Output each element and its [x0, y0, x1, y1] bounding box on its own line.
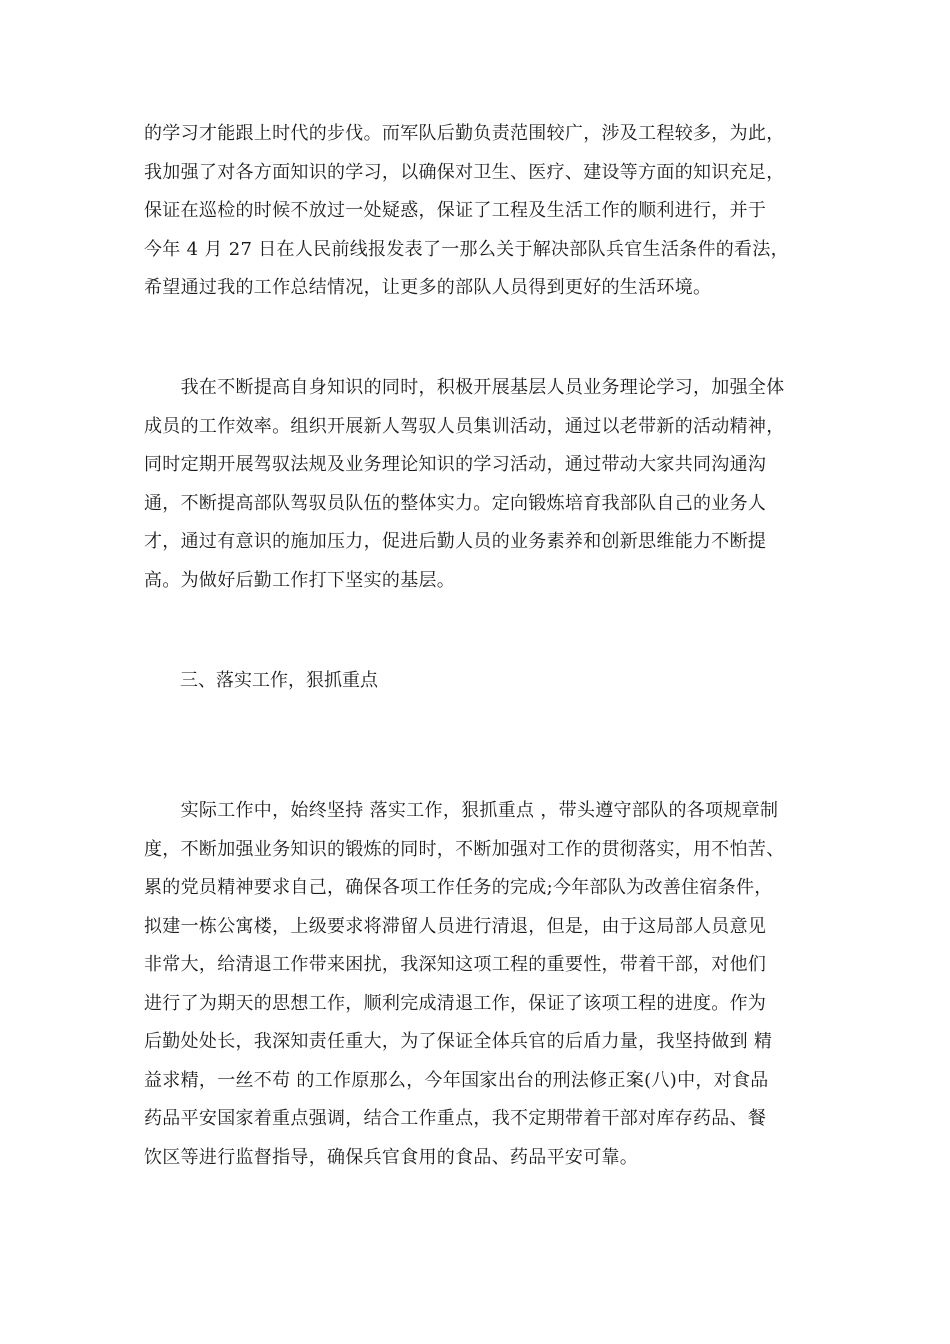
text-line: 非常大，给清退工作带来困扰，我深知这项工程的重要性，带着干部，对他们 [144, 954, 767, 975]
text-line: 后勤处处长，我深知责任重大，为了保证全体兵官的后盾力量，我坚持做到 精 [144, 1031, 773, 1052]
text-line: 度，不断加强业务知识的锻炼的同时，不断加强对工作的贯彻落实，用不怕苦、 [144, 838, 785, 860]
text-line: 实际工作中，始终坚持 落实工作，狠抓重点 ，带头遵守部队的各项规章制 [144, 800, 779, 821]
text-line: 才，通过有意识的施加压力，促进后勤人员的业务素养和创新思维能力不断提 [144, 531, 767, 552]
text-line: 饮区等进行监督指导，确保兵官食用的食品、药品平安可靠。 [144, 1146, 639, 1168]
text-line: 希望通过我的工作总结情况，让更多的部队人员得到更好的生活环境。 [144, 277, 712, 298]
paragraph-1 [144, 115, 814, 308]
text-line: 进行了为期天的思想工作，顺利完成清退工作，保证了该项工程的进度。作为 [144, 992, 767, 1014]
text-line: 药品平安国家着重点强调，结合工作重点，我不定期带着干部对库存药品、餐 [144, 1108, 767, 1129]
text-line: 我加强了对各方面知识的学习，以确保对卫生、医疗、建设等方面的知识充足， [144, 161, 785, 183]
text-line: 高。为做好后勤工作打下坚实的基层。 [144, 569, 456, 591]
text-line: 通，不断提高部队驾驭员队伍的整体实力。定向锻炼培育我部队自己的业务人 [144, 492, 767, 514]
text-line: 拟建一栋公寓楼，上级要求将滞留人员进行清退，但是，由于这局部人员意见 [144, 915, 767, 937]
section-heading: 三、落实工作，狠抓重点 [144, 670, 378, 691]
text-line: 益求精，一丝不苟 的工作原那么，今年国家出台的刑法修正案(八)中，对食品 [144, 1069, 769, 1091]
paragraph-2 [144, 369, 814, 600]
text-line: 我在不断提高自身知识的同时，积极开展基层人员业务理论学习，加强全体 [144, 377, 785, 398]
text-line: 的学习才能跟上时代的步伐。而军队后勤负责范围较广，涉及工程较多，为此， [144, 123, 785, 144]
text-line: 同时定期开展驾驭法规及业务理论知识的学习活动，通过带动大家共同沟通沟 [144, 454, 767, 475]
text-line: 累的党员精神要求自己，确保各项工作任务的完成;今年部队为改善住宿条件， [144, 877, 773, 898]
paragraph-3 [144, 792, 814, 1177]
text-line: 成员的工作效率。组织开展新人驾驭人员集训活动，通过以老带新的活动精神， [144, 415, 785, 437]
text-line: 保证在巡检的时候不放过一处疑惑，保证了工程及生活工作的顺利进行，并于 [144, 200, 767, 221]
text-line: 今年 4 月 27 日在人民前线报发表了一那么关于解决部队兵官生活条件的看法， [144, 238, 789, 260]
